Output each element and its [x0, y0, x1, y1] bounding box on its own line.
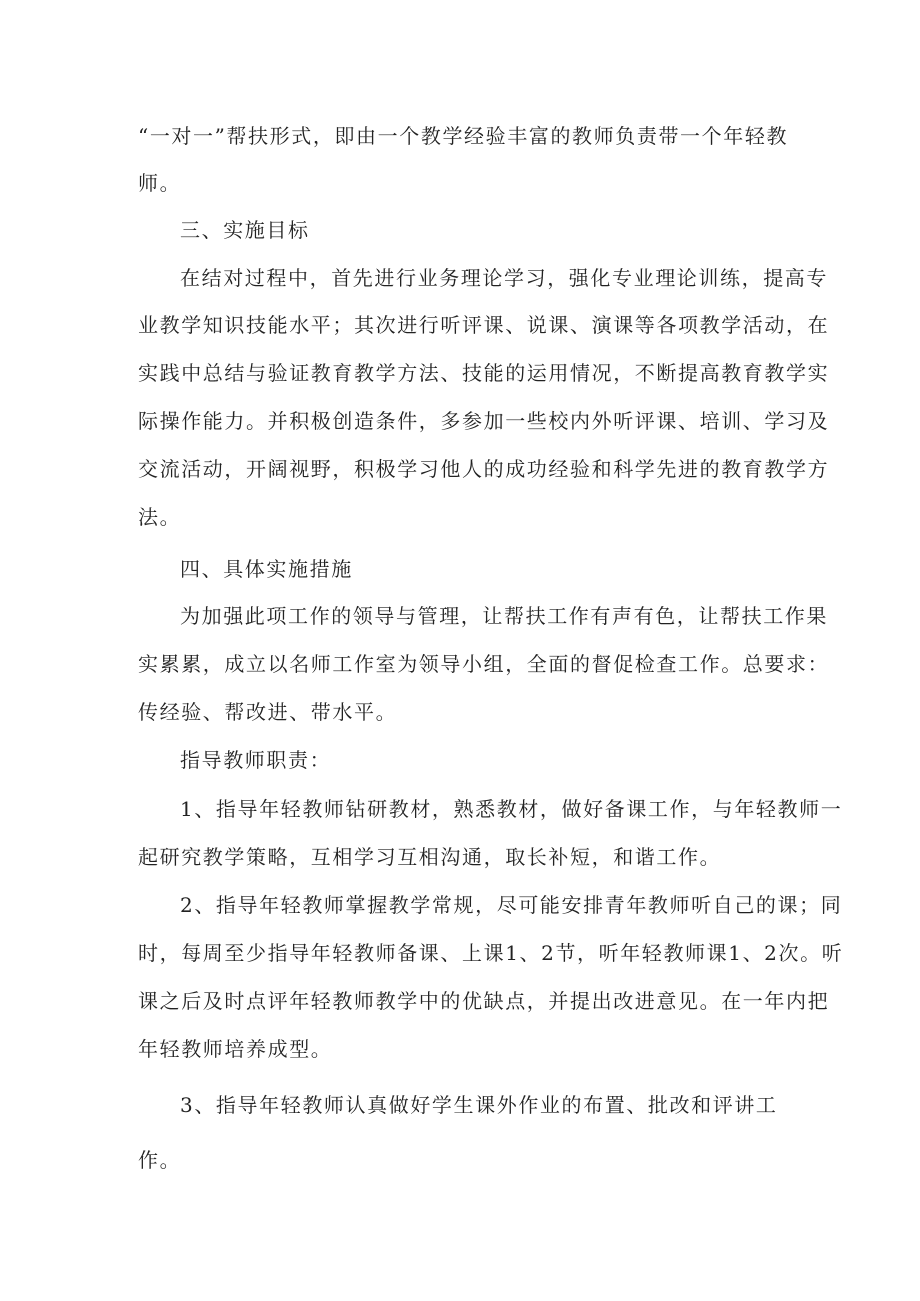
- paragraph-line: 实累累，成立以名师工作室为领导小组，全面的督促检查工作。总要求：: [138, 652, 830, 676]
- paragraph-line: 业教学知识技能水平；其次进行听评课、说课、演课等各项教学活动，在: [138, 313, 830, 337]
- paragraph-line: 起研究教学策略，互相学习互相沟通，取长补短，和谐工作。: [138, 845, 722, 869]
- paragraph-line: 2、指导年轻教师掌握教学常规，尽可能安排青年教师听自己的课；同: [180, 893, 843, 917]
- paragraph-line: 时，每周至少指导年轻教师备课、上课1、2节，听年轻教师课1、2次。听: [138, 941, 844, 965]
- subheading: 指导教师职责：: [180, 748, 332, 772]
- paragraph-line: “一对一”帮扶形式，即由一个教学经验丰富的教师负责带一个年轻教: [138, 124, 789, 148]
- paragraph-line: 课之后及时点评年轻教师教学中的优缺点，并提出改进意见。在一年内把: [138, 989, 830, 1013]
- paragraph-line: 3、指导年轻教师认真做好学生课外作业的布置、批改和评讲工: [180, 1093, 778, 1117]
- paragraph-line: 师。: [138, 171, 182, 195]
- paragraph-line: 实践中总结与验证教育教学方法、技能的运用情况，不断提高教育教学实: [138, 361, 830, 385]
- paragraph-line: 在结对过程中，首先进行业务理论学习，强化专业理论训练，提高专: [180, 266, 828, 290]
- paragraph-line: 传经验、帮改进、带水平。: [138, 700, 398, 724]
- paragraph-line: 年轻教师培养成型。: [138, 1037, 333, 1061]
- paragraph-line: 交流活动，开阔视野，积极学习他人的成功经验和科学先进的教育教学方: [138, 457, 830, 481]
- section-heading: 三、实施目标: [180, 218, 310, 242]
- paragraph-line: 法。: [138, 505, 182, 529]
- paragraph-line: 为加强此项工作的领导与管理，让帮扶工作有声有色，让帮扶工作果: [180, 604, 828, 628]
- paragraph-line: 际操作能力。并积极创造条件，多参加一些校内外听评课、培训、学习及: [138, 409, 830, 433]
- paragraph-line: 作。: [138, 1148, 182, 1172]
- section-heading: 四、具体实施措施: [180, 557, 353, 581]
- paragraph-line: 1、指导年轻教师钻研教材，熟悉教材，做好备课工作，与年轻教师一: [180, 797, 843, 821]
